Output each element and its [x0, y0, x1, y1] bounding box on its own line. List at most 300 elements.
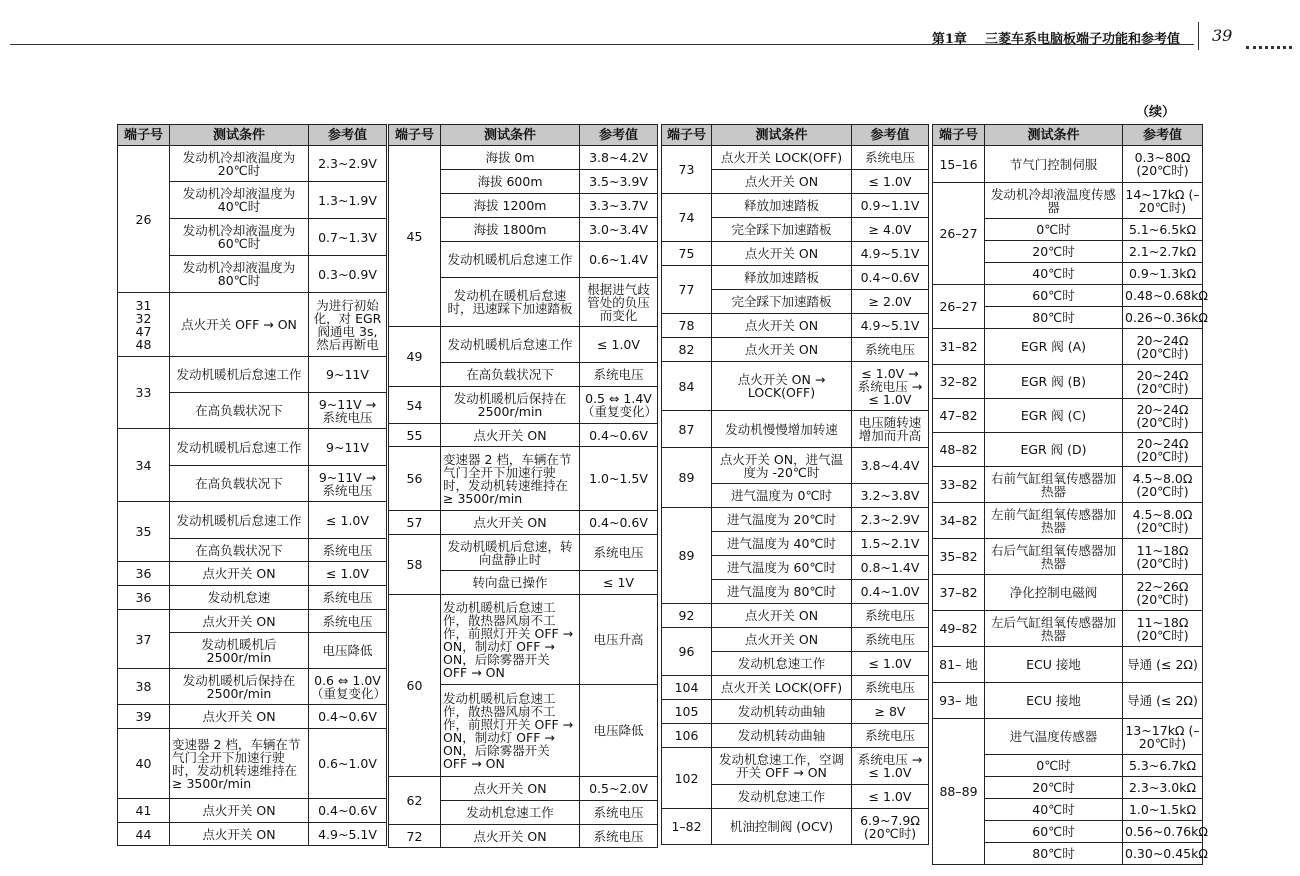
terminal-cell: 87: [662, 411, 712, 448]
terminal-cell: 106: [662, 724, 712, 748]
value-cell: 11~18Ω (20℃时): [1123, 539, 1203, 575]
value-cell: 5.1~6.5kΩ: [1123, 219, 1203, 241]
terminal-cell: 41: [118, 799, 170, 823]
table-row: [933, 611, 1203, 647]
condition-cell: 发动机冷却液温度为60℃时: [170, 219, 309, 256]
condition-cell: 进气温度为 80℃时: [712, 580, 852, 604]
col-condition: 测试条件: [985, 125, 1123, 146]
value-cell: ≤ 1.0V: [852, 652, 929, 676]
value-cell: 0.5 ⇔ 1.4V（重复变化）: [580, 387, 658, 424]
value-cell: 0.8~1.4V: [852, 556, 929, 580]
value-cell: 4.9~5.1V: [852, 242, 929, 266]
terminal-cell: 75: [662, 242, 712, 266]
table-row: [118, 823, 387, 846]
value-cell: 11~18Ω (20℃时): [1123, 611, 1203, 647]
value-cell: 电压随转速增加而升高: [852, 411, 929, 448]
terminal-cell: 102: [662, 748, 712, 809]
table-row: [662, 809, 929, 845]
condition-cell: ECU 接地: [985, 683, 1123, 719]
condition-cell: 点火开关 LOCK(OFF): [712, 676, 852, 700]
value-cell: 系统电压: [852, 724, 929, 748]
value-cell: 13~17kΩ (–20℃时): [1123, 719, 1203, 755]
table-row: [118, 586, 387, 610]
condition-cell: 右后气缸组氧传感器加热器: [985, 539, 1123, 575]
table-row: [118, 705, 387, 729]
value-cell: 4.9~5.1V: [309, 823, 387, 846]
condition-cell: 发动机怠速工作: [712, 652, 852, 676]
value-cell: ≤ 1.0V: [309, 502, 387, 539]
table-row: [662, 628, 929, 652]
table-header-row: [389, 125, 658, 146]
condition-cell: 点火开关 ON: [712, 604, 852, 628]
table-header-row: [118, 125, 387, 146]
terminal-cell: 82: [662, 338, 712, 362]
value-cell: 系统电压: [309, 610, 387, 633]
table-row: [933, 539, 1203, 575]
table-row: [662, 676, 929, 700]
condition-cell: 点火开关 ON: [712, 170, 852, 194]
condition-cell: 发动机暖机后 2500r/min: [170, 633, 309, 669]
terminal-cell: 81– 地: [933, 647, 985, 683]
table-row: [933, 365, 1203, 399]
value-cell: 系统电压: [852, 604, 929, 628]
table-row: [662, 748, 929, 785]
value-cell: 系统电压: [852, 676, 929, 700]
terminal-cell: 89: [662, 508, 712, 604]
value-cell: 电压降低: [580, 685, 658, 777]
condition-cell: 发动机暖机后保持在 2500r/min: [441, 387, 580, 424]
condition-cell: 发动机暖机后怠速，转向盘静止时: [441, 535, 580, 571]
terminal-cell: 58: [389, 535, 441, 595]
table-row: [662, 604, 929, 628]
condition-cell: 发动机暖机后怠速工作: [170, 357, 309, 393]
value-cell: ≤ 1.0V: [580, 327, 658, 363]
condition-cell: 发动机冷却液温度为40℃时: [170, 182, 309, 219]
terminal-cell: 37–82: [933, 575, 985, 611]
value-cell: 20~24Ω (20℃时): [1123, 433, 1203, 467]
table-row: [662, 362, 929, 411]
table-row: [662, 266, 929, 290]
condition-cell: 点火开关 ON: [441, 777, 580, 801]
table-row: [389, 595, 658, 685]
terminal-cell: 96: [662, 628, 712, 676]
condition-cell: 发动机慢慢增加转速: [712, 411, 852, 448]
condition-cell: 完全踩下加速踏板: [712, 290, 852, 314]
condition-cell: 释放加速踏板: [712, 266, 852, 290]
terminal-table-4: [932, 124, 1208, 865]
table-row: [389, 511, 658, 535]
col-condition: 测试条件: [170, 125, 309, 146]
value-cell: 0.5~2.0V: [580, 777, 658, 801]
condition-cell: 点火开关 ON: [712, 314, 852, 338]
value-cell: ≥ 2.0V: [852, 290, 929, 314]
value-cell: 0.3~0.9V: [309, 256, 387, 293]
table-row: [118, 799, 387, 823]
condition-cell: 发动机暖机后保持在 2500r/min: [170, 669, 309, 705]
condition-cell: 点火开关 ON: [170, 799, 309, 823]
value-cell: 系统电压 → ≤ 1.0V: [852, 748, 929, 785]
condition-cell: 变速器 2 档，车辆在节气门全开下加速行驶时，发动机转速维持在≥ 3500r/min: [170, 729, 309, 799]
col-reference: 参考值: [309, 125, 387, 146]
value-cell: 0.4~0.6V: [580, 511, 658, 535]
value-cell: 0.6~1.4V: [580, 242, 658, 278]
condition-cell: 发动机冷却液温度为20℃时: [170, 146, 309, 182]
table-row: [662, 314, 929, 338]
table-row: [933, 719, 1203, 755]
value-cell: 3.5~3.9V: [580, 170, 658, 194]
table-row: [933, 329, 1203, 365]
table-row: [118, 146, 387, 182]
terminal-table-1: [117, 124, 387, 846]
terminal-cell: 60: [389, 595, 441, 777]
terminal-cell: 44: [118, 823, 170, 846]
table-header-row: [662, 125, 929, 146]
condition-cell: 净化控制电磁阀: [985, 575, 1123, 611]
terminal-cell: 38: [118, 669, 170, 705]
terminal-cell: 45: [389, 146, 441, 327]
table-row: [389, 387, 658, 424]
table-row: [662, 508, 929, 532]
terminal-cell: 37: [118, 610, 170, 669]
continued-label: （续）: [1136, 105, 1176, 120]
table-row: [118, 357, 387, 393]
condition-cell: 发动机转动曲轴: [712, 724, 852, 748]
table-row: [118, 429, 387, 466]
value-cell: 2.1~2.7kΩ: [1123, 241, 1203, 263]
terminal-cell: 77: [662, 266, 712, 314]
condition-cell: 点火开关 OFF → ON: [170, 293, 309, 357]
value-cell: 4.9~5.1V: [852, 314, 929, 338]
terminal-cell: 35: [118, 502, 170, 562]
condition-cell: 20℃时: [985, 241, 1123, 263]
value-cell: 9~11V → 系统电压: [309, 466, 387, 502]
value-cell: 系统电压: [852, 338, 929, 362]
condition-cell: 进气温度为 0℃时: [712, 484, 852, 508]
terminal-cell: 55: [389, 424, 441, 447]
terminal-cell: 33–82: [933, 467, 985, 503]
running-header: [880, 28, 1180, 47]
value-cell: 0.6~1.0V: [309, 729, 387, 799]
terminal-cell: 88–89: [933, 719, 985, 865]
condition-cell: 点火开关 ON → LOCK(OFF): [712, 362, 852, 411]
value-cell: ≤ 1.0V: [309, 562, 387, 586]
terminal-cell: 57: [389, 511, 441, 535]
terminal-cell: 15–16: [933, 146, 985, 183]
table-row: [662, 194, 929, 218]
value-cell: ≤ 1.0V: [852, 170, 929, 194]
value-cell: 4.5~8.0Ω (20℃时): [1123, 503, 1203, 539]
table-row: [662, 448, 929, 484]
value-cell: 0.9~1.3kΩ: [1123, 263, 1203, 285]
condition-cell: 点火开关 ON: [170, 705, 309, 729]
table-row: [662, 338, 929, 362]
terminal-cell: 73: [662, 146, 712, 194]
value-cell: 1.0~1.5kΩ: [1123, 799, 1203, 821]
condition-cell: 右前气缸组氧传感器加热器: [985, 467, 1123, 503]
page-number: 39: [1212, 26, 1233, 45]
value-cell: 0.4~0.6V: [852, 266, 929, 290]
condition-cell: 左后气缸组氧传感器加热器: [985, 611, 1123, 647]
value-cell: ≤ 1V: [580, 571, 658, 595]
table-row: [662, 700, 929, 724]
value-cell: 系统电压: [580, 801, 658, 825]
condition-cell: 发动机暖机后怠速工作，散热器风扇不工作，前照灯开关 OFF → ON，制动灯 OFF → ON，后除雾器开关 OFF → ON: [441, 685, 580, 777]
condition-cell: 发动机怠速: [170, 586, 309, 610]
value-cell: 0.6 ⇔ 1.0V（重复变化）: [309, 669, 387, 705]
value-cell: 0.9~1.1V: [852, 194, 929, 218]
terminal-cell: 89: [662, 448, 712, 508]
table-header-row: [933, 125, 1203, 146]
value-cell: 系统电压: [852, 146, 929, 170]
value-cell: 系统电压: [580, 363, 658, 387]
value-cell: 22~26Ω (20℃时): [1123, 575, 1203, 611]
value-cell: 0.48~0.68kΩ: [1123, 285, 1203, 307]
terminal-cell: 49–82: [933, 611, 985, 647]
value-cell: 0.7~1.3V: [309, 219, 387, 256]
terminal-cell: 32–82: [933, 365, 985, 399]
condition-cell: 发动机暖机后怠速工作: [170, 502, 309, 539]
condition-cell: 变速器 2 档，车辆在节气门全开下加速行驶时，发动机转速维持在≥ 3500r/min: [441, 447, 580, 511]
terminal-cell: 84: [662, 362, 712, 411]
condition-cell: 机油控制阀 (OCV): [712, 809, 852, 845]
condition-cell: 左前气缸组氧传感器加热器: [985, 503, 1123, 539]
table-row: [933, 285, 1203, 307]
value-cell: 电压升高: [580, 595, 658, 685]
condition-cell: 在高负载状况下: [441, 363, 580, 387]
terminal-cell: 56: [389, 447, 441, 511]
value-cell: 20~24Ω (20℃时): [1123, 329, 1203, 365]
condition-cell: 发动机冷却液温度传感器: [985, 183, 1123, 219]
terminal-cell: 31 32 47 48: [118, 293, 170, 357]
value-cell: 0.26~0.36kΩ: [1123, 307, 1203, 329]
value-cell: 0.4~1.0V: [852, 580, 929, 604]
condition-cell: 发动机暖机后怠速工作: [441, 242, 580, 278]
terminal-cell: 54: [389, 387, 441, 424]
table-row: [933, 647, 1203, 683]
condition-cell: 海拔 1800m: [441, 218, 580, 242]
value-cell: 20~24Ω (20℃时): [1123, 399, 1203, 433]
condition-cell: 20℃时: [985, 777, 1123, 799]
condition-cell: 60℃时: [985, 285, 1123, 307]
condition-cell: 60℃时: [985, 821, 1123, 843]
table-row: [933, 467, 1203, 503]
terminal-cell: 40: [118, 729, 170, 799]
condition-cell: 点火开关 ON: [712, 628, 852, 652]
value-cell: ≤ 1.0V → 系统电压 → ≤ 1.0V: [852, 362, 929, 411]
condition-cell: 点火开关 ON: [712, 338, 852, 362]
condition-cell: 40℃时: [985, 263, 1123, 285]
col-reference: 参考值: [580, 125, 658, 146]
terminal-table-3: [661, 124, 929, 845]
terminal-cell: 92: [662, 604, 712, 628]
condition-cell: 0℃时: [985, 755, 1123, 777]
condition-cell: 进气温度为 20℃时: [712, 508, 852, 532]
condition-cell: 点火开关 ON: [170, 610, 309, 633]
value-cell: 3.8~4.2V: [580, 146, 658, 170]
terminal-cell: 35–82: [933, 539, 985, 575]
terminal-cell: 1–82: [662, 809, 712, 845]
condition-cell: 释放加速踏板: [712, 194, 852, 218]
condition-cell: 发动机暖机后怠速工作: [170, 429, 309, 466]
condition-cell: 发动机暖机后怠速工作，散热器风扇不工作，前照灯开关 OFF → ON，制动灯 OFF → ON，后除雾器开关 OFF → ON: [441, 595, 580, 685]
chapter-label: 第1章: [931, 32, 967, 47]
terminal-cell: 26: [118, 146, 170, 293]
table-row: [662, 411, 929, 448]
condition-cell: 点火开关 ON: [441, 424, 580, 447]
header-dots: [1246, 46, 1292, 49]
terminal-cell: 36: [118, 562, 170, 586]
condition-cell: 节气门控制伺服: [985, 146, 1123, 183]
value-cell: 导通 (≤ 2Ω): [1123, 683, 1203, 719]
table-row: [389, 146, 658, 170]
terminal-cell: 34: [118, 429, 170, 502]
value-cell: 系统电压: [309, 539, 387, 562]
terminal-cell: 34–82: [933, 503, 985, 539]
condition-cell: EGR 阀 (B): [985, 365, 1123, 399]
value-cell: 0.3~80Ω (20℃时): [1123, 146, 1203, 183]
table-row: [389, 535, 658, 571]
table-row: [118, 610, 387, 633]
value-cell: ≥ 4.0V: [852, 218, 929, 242]
value-cell: 9~11V: [309, 357, 387, 393]
table-row: [118, 669, 387, 705]
condition-cell: 点火开关 ON，进气温度为 -20℃时: [712, 448, 852, 484]
condition-cell: 发动机怠速工作: [712, 785, 852, 809]
terminal-cell: 47–82: [933, 399, 985, 433]
condition-cell: 发动机冷却液温度为80℃时: [170, 256, 309, 293]
value-cell: 2.3~2.9V: [852, 508, 929, 532]
value-cell: 6.9~7.9Ω (20℃时): [852, 809, 929, 845]
table-row: [118, 293, 387, 357]
table-row: [389, 424, 658, 447]
condition-cell: 0℃时: [985, 219, 1123, 241]
condition-cell: 40℃时: [985, 799, 1123, 821]
terminal-cell: 36: [118, 586, 170, 610]
value-cell: 0.56~0.76kΩ: [1123, 821, 1203, 843]
condition-cell: 点火开关 ON: [170, 562, 309, 586]
condition-cell: 发动机在暖机后怠速时，迅速踩下加速踏板: [441, 278, 580, 327]
terminal-table-2: [388, 124, 658, 848]
condition-cell: 发动机怠速工作: [441, 801, 580, 825]
terminal-cell: 74: [662, 194, 712, 242]
condition-cell: 进气温度为 40℃时: [712, 532, 852, 556]
terminal-cell: 49: [389, 327, 441, 387]
table-row: [389, 825, 658, 848]
terminal-cell: 105: [662, 700, 712, 724]
terminal-cell: 31–82: [933, 329, 985, 365]
table-row: [933, 183, 1203, 219]
condition-cell: 发动机暖机后怠速工作: [441, 327, 580, 363]
value-cell: 3.3~3.7V: [580, 194, 658, 218]
condition-cell: 点火开关 ON: [170, 823, 309, 846]
condition-cell: 点火开关 ON: [712, 242, 852, 266]
table-row: [933, 503, 1203, 539]
value-cell: 1.5~2.1V: [852, 532, 929, 556]
chapter-title: 三菱车系电脑板端子功能和参考值: [984, 32, 1180, 47]
terminal-cell: 26–27: [933, 285, 985, 329]
condition-cell: EGR 阀 (D): [985, 433, 1123, 467]
condition-cell: 在高负载状况下: [170, 539, 309, 562]
value-cell: 14~17kΩ (–20℃时): [1123, 183, 1203, 219]
value-cell: 0.4~0.6V: [309, 705, 387, 729]
value-cell: 电压降低: [309, 633, 387, 669]
value-cell: 系统电压: [580, 535, 658, 571]
terminal-cell: 48–82: [933, 433, 985, 467]
terminal-cell: 62: [389, 777, 441, 825]
condition-cell: 进气温度传感器: [985, 719, 1123, 755]
table-row: [933, 433, 1203, 467]
value-cell: 0.30~0.45kΩ: [1123, 843, 1203, 865]
condition-cell: 点火开关 ON: [441, 511, 580, 535]
condition-cell: 80℃时: [985, 307, 1123, 329]
value-cell: 根据进气歧管处的负压而变化: [580, 278, 658, 327]
value-cell: 3.8~4.4V: [852, 448, 929, 484]
condition-cell: 点火开关 ON: [441, 825, 580, 848]
table-row: [118, 729, 387, 799]
col-reference: 参考值: [1123, 125, 1203, 146]
value-cell: 0.4~0.6V: [580, 424, 658, 447]
table-row: [118, 562, 387, 586]
value-cell: 2.3~2.9V: [309, 146, 387, 182]
terminal-cell: 78: [662, 314, 712, 338]
condition-cell: 发动机转动曲轴: [712, 700, 852, 724]
table-row: [389, 327, 658, 363]
condition-cell: 点火开关 LOCK(OFF): [712, 146, 852, 170]
value-cell: 1.3~1.9V: [309, 182, 387, 219]
condition-cell: 完全踩下加速踏板: [712, 218, 852, 242]
table-row: [118, 502, 387, 539]
value-cell: 系统电压: [580, 825, 658, 848]
value-cell: 2.3~3.0kΩ: [1123, 777, 1203, 799]
value-cell: 0.4~0.6V: [309, 799, 387, 823]
terminal-cell: 33: [118, 357, 170, 429]
condition-cell: ECU 接地: [985, 647, 1123, 683]
table-row: [389, 447, 658, 511]
col-terminal: 端子号: [118, 125, 170, 146]
header-separator: [1198, 22, 1199, 50]
col-condition: 测试条件: [712, 125, 852, 146]
table-row: [933, 399, 1203, 433]
condition-cell: 海拔 0m: [441, 146, 580, 170]
col-condition: 测试条件: [441, 125, 580, 146]
value-cell: 3.0~3.4V: [580, 218, 658, 242]
col-terminal: 端子号: [389, 125, 441, 146]
terminal-cell: 39: [118, 705, 170, 729]
value-cell: 3.2~3.8V: [852, 484, 929, 508]
terminal-cell: 72: [389, 825, 441, 848]
condition-cell: 发动机怠速工作，空调开关 OFF → ON: [712, 748, 852, 785]
table-row: [662, 242, 929, 266]
condition-cell: 进气温度为 60℃时: [712, 556, 852, 580]
condition-cell: 80℃时: [985, 843, 1123, 865]
terminal-cell: 26–27: [933, 183, 985, 285]
value-cell: 导通 (≤ 2Ω): [1123, 647, 1203, 683]
value-cell: 1.0~1.5V: [580, 447, 658, 511]
terminal-cell: 104: [662, 676, 712, 700]
terminal-cell: 93– 地: [933, 683, 985, 719]
condition-cell: 海拔 1200m: [441, 194, 580, 218]
table-row: [662, 724, 929, 748]
condition-cell: EGR 阀 (A): [985, 329, 1123, 365]
value-cell: 系统电压: [309, 586, 387, 610]
table-row: [662, 146, 929, 170]
col-reference: 参考值: [852, 125, 929, 146]
condition-cell: 海拔 600m: [441, 170, 580, 194]
value-cell: 9~11V: [309, 429, 387, 466]
condition-cell: 在高负载状况下: [170, 466, 309, 502]
value-cell: ≥ 8V: [852, 700, 929, 724]
condition-cell: 转向盘已操作: [441, 571, 580, 595]
